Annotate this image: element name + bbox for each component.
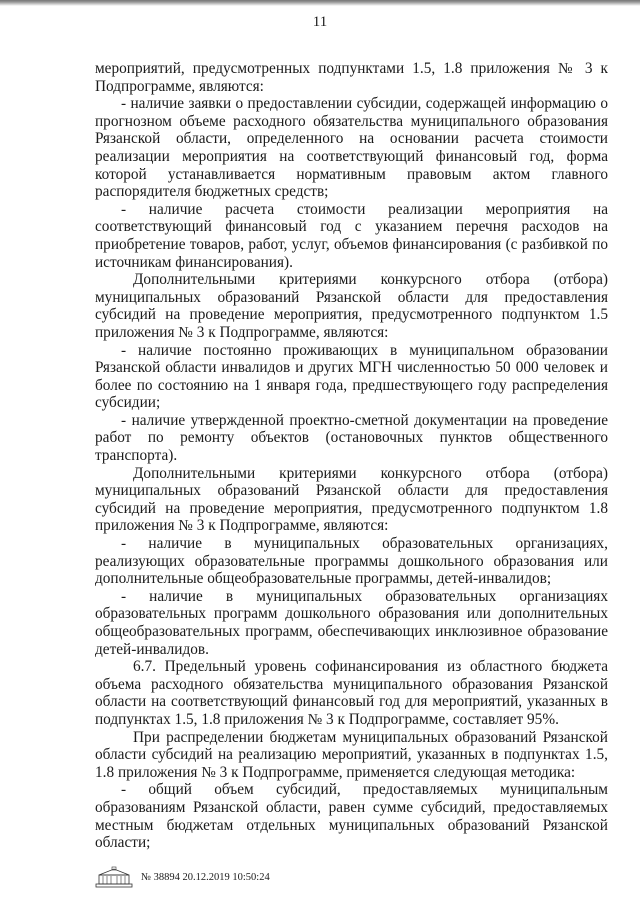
document-body [95, 60, 608, 852]
list-item: - наличие постоянно проживающих в муниципальном образовании Рязанской области инвалидов и других МГН численностью 50 000 человек и более по состоянию на 1 января года, предшествующего году распределения субсидии; [95, 341, 608, 412]
list-item: - общий объем субсидий, предоставляемых муниципальным образованиям Рязанской области, равен сумме субсидий, предоставляемых местным бюджетам отдельных муниципальных образований Рязанской области; [95, 781, 608, 852]
document-footer [95, 866, 270, 888]
scan-edge-shadow [0, 0, 640, 6]
paragraph: При распределении бюджетам муниципальных образований Рязанской области субсидий на реализацию мероприятий, указанных в подпунктах 1.5, 1.8 приложения № 3 к Подпрограмме, применяется следующая методика: [95, 728, 608, 781]
list-item: - наличие расчета стоимости реализации мероприятия на соответствующий финансовый год с указанием перечня расходов на приобретение товаров, работ, услуг, объемов финансирования (с разбивкой по источникам финансирования). [95, 200, 608, 271]
list-item: - наличие в муниципальных образовательных организациях образовательных программ дошкольного образования или дополнительных общеобразовательных программ, обеспечивающих инклюзивное образование детей-инвалидов. [95, 587, 608, 658]
document-registration-id: № 38894 20.12.2019 10:50:24 [141, 871, 270, 883]
paragraph: 6.7. Предельный уровень софинансирования из областного бюджета объема расходного обязательства муниципального образования Рязанской области на соответствующий финансовый год для мероприятий, указанных в подпунктах 1.5, 1.8 приложения № 3 к Подпрограмме, составляет 95%. [95, 658, 608, 728]
building-seal-icon [95, 866, 133, 888]
paragraph: Дополнительными критериями конкурсного отбора (отбора) муниципальных образований Рязанской области для предоставления субсидий на проведение мероприятия, предусмотренного подпунктом 1.8 приложения № 3 к Подпрограмме, являются: [95, 464, 608, 535]
paragraph: мероприятий, предусмотренных подпунктами 1.5, 1.8 приложения № 3 к Подпрограмме, являются: [95, 60, 608, 95]
list-item: - наличие заявки о предоставлении субсидии, содержащей информацию о прогнозном объеме расходного обязательства муниципального образования Рязанской области, определенного на основании расчета стоимости реализации мероприятия на соответствующий финансовый год, форма которой устанавливается нормативным правовым актом главного распорядителя бюджетных средств; [95, 95, 608, 201]
list-item: - наличие в муниципальных образовательных организациях, реализующих образовательные программы дошкольного образования или дополнительные общеобразовательные программы, детей-инвалидов; [95, 535, 608, 588]
page-number: 11 [312, 14, 328, 30]
paragraph: Дополнительными критериями конкурсного отбора (отбора) муниципальных образований Рязанской области для предоставления субсидий на проведение мероприятия, предусмотренного подпунктом 1.5 приложения № 3 к Подпрограмме, являются: [95, 271, 608, 341]
list-item: - наличие утвержденной проектно-сметной документации на проведение работ по ремонту объектов (остановочных пунктов общественного транспорта). [95, 411, 608, 465]
